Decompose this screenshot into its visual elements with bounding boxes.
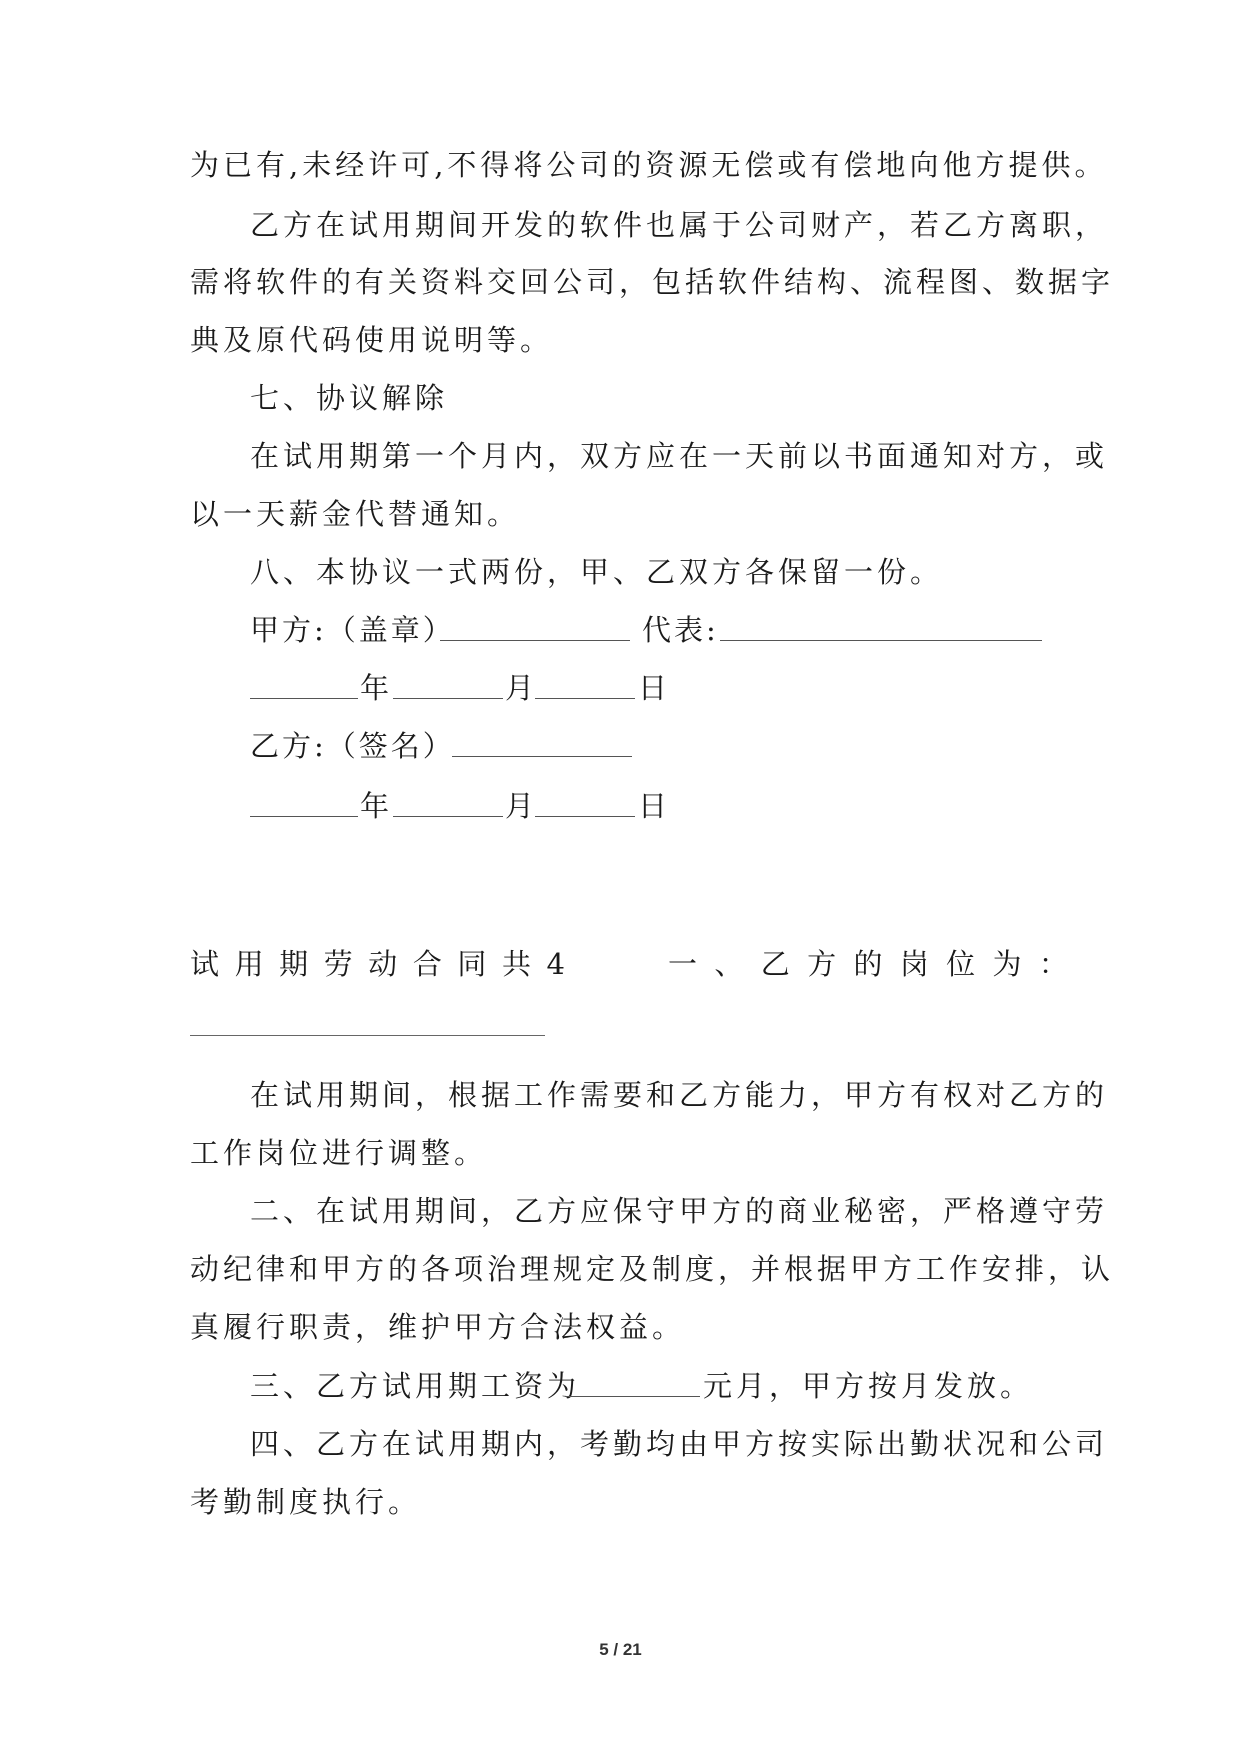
paragraph-line: 真履行职责，维护甲方合法权益。 [190,1310,686,1344]
seal-blank [440,614,630,641]
heading-char: ： [1038,947,1068,981]
position-blank [190,1035,545,1036]
heading-char: 用 [234,947,264,981]
page-number: 5 / 21 [599,1640,642,1659]
party-b-label: 乙方:（签名） [250,729,455,763]
heading-char: 劳 [323,947,353,981]
representative-blank [720,614,1042,641]
heading-char: 试 [190,947,220,981]
day-label: 日 [638,789,671,823]
heading-char: 的 [853,947,883,981]
heading-char: 共 [501,947,531,981]
section-heading: 七、协议解除 [250,381,449,415]
paragraph-line: 需将软件的有关资料交回公司，包括软件结构、流程图、数据字 [190,265,1115,299]
month-label: 月 [505,789,538,823]
paragraph-line: 二、在试用期间，乙方应保守甲方的商业秘密，严格遵守劳 [250,1194,1109,1228]
contract-title [190,944,565,984]
year-blank [250,672,358,699]
paragraph-line: 考勤制度执行。 [190,1485,422,1519]
paragraph-line: 乙方在试用期间开发的软件也属于公司财产，若乙方离职， [250,208,1109,242]
salary-prefix: 三、乙方试用期工资为 [250,1369,581,1403]
year-label: 年 [360,789,393,823]
month-blank [393,790,503,817]
paragraph-line: 以一天薪金代替通知。 [190,497,521,531]
day-blank [535,672,635,699]
heading-char: 方 [807,947,837,981]
paragraph-line: 在试用期第一个月内，双方应在一天前以书面通知对方，或 [250,439,1109,473]
party-a-label: 甲方:（盖章） [250,613,455,647]
paragraph-line: 工作岗位进行调整。 [190,1136,488,1170]
paragraph-line: 在试用期间，根据工作需要和乙方能力，甲方有权对乙方的 [250,1078,1109,1112]
heading-char: 、 [714,947,744,981]
heading-char: 岗 [899,947,929,981]
heading-char: 合 [412,947,442,981]
salary-blank [565,1370,700,1397]
signature-blank [452,730,632,757]
salary-suffix: 元月，甲方按月发放。 [703,1369,1034,1403]
paragraph-line: 典及原代码使用说明等。 [190,323,554,357]
paragraph-line: 八、本协议一式两份，甲、乙双方各保留一份。 [250,555,944,589]
heading-char: 乙 [760,947,790,981]
heading-char: 同 [457,947,487,981]
paragraph-line: 四、乙方在试用期内，考勤均由甲方按实际出勤状况和公司 [250,1427,1109,1461]
paragraph-line: 动纪律和甲方的各项治理规定及制度，并根据甲方工作安排，认 [190,1252,1115,1286]
heading-char: 期 [279,947,309,981]
year-blank [250,790,358,817]
heading-char: 一 [668,947,698,981]
paragraph-line: 为已有,未经许可,不得将公司的资源无偿或有偿地向他方提供。 [190,148,1108,182]
month-blank [393,672,503,699]
heading-char: 动 [368,947,398,981]
item-one-heading [668,944,1068,984]
representative-label: 代表: [642,613,719,647]
heading-char: 4 [546,947,565,981]
heading-char: 为 [992,947,1022,981]
month-label: 月 [505,671,538,705]
day-blank [535,790,635,817]
heading-char: 位 [946,947,976,981]
day-label: 日 [638,671,671,705]
year-label: 年 [360,671,393,705]
